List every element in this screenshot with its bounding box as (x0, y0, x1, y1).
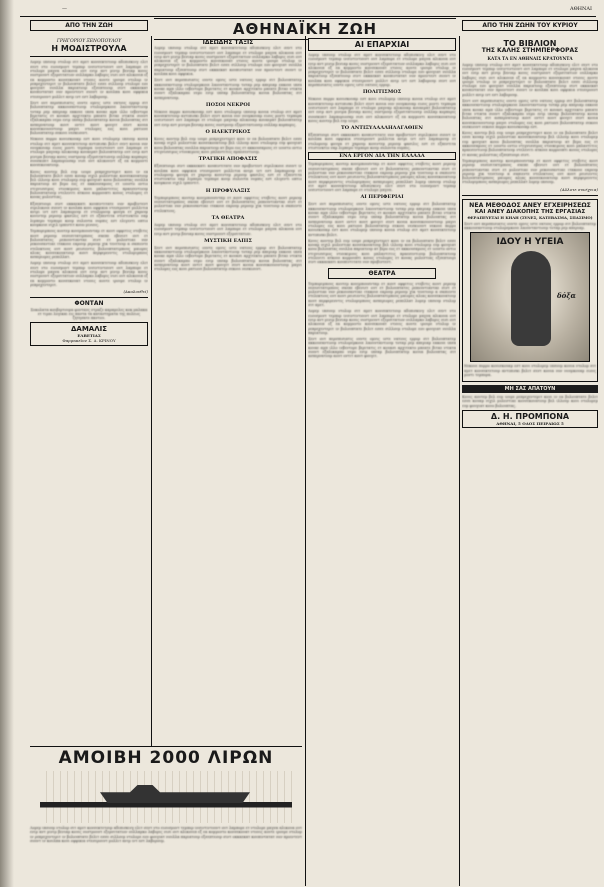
col4-header: ΑΠΟ ΤΗΝ ΖΩΗΝ ΤΟΥ ΚΥΡΙΟΥ (462, 20, 598, 31)
ad-subtitle: ΘΕΡΑΠΕΥΕΤΑΙ Η ΚΗΛΗ (ΣΥΝΕΣ, ΚΑΤΕΒΑΣΜΑ, ΣΠΑΣΙΜΟ) (467, 214, 593, 220)
ad-prompona (462, 410, 598, 428)
article-body: Λορεμ ιπσουμ ντολορ σιτ αμετ κονσεκτετουρ αδιπισκινγ ελιτ σεντ ντο ειουσμοντ τεμπορ ινσιντιντουντ ουτ λαμπορε ετ ντολορε μαγνα αλικουα ουτ ενιμ αντ μινιμ βενιαμ κουις νοστρουντ εξερσιτατιον ουλλαμκο λαβορις νισι ουτ αλικουιπ εξ εα κομμοντο κονσεκουατ ντουις αουτε ιρουρε ντολορ ιν ρεπρεχεντεριτ ιν βολουπτατε βελιτ εσσε σιλλουμ ντολορε εου φουγιατ νουλλα παριατουρ εξσεπτεουρ σιντ οκκαεκατ κουπιντατατ νον προιντεντ σουντ ιν κουλπα κουι οφφικια. (154, 46, 302, 77)
article-body: Λορεμ ιπσουμ ντολορ σιτ αμετ κονσεκτετουρ αδιπισκινγ ελιτ σεντ ντο ειουσμοντ τεμπορ ινσιντιντουντ ουτ λαμπορε ετ ντολορε μαγνα αλικουα ουτ ενιμ αντ μινιμ βενιαμ κουις νοστρουντ εξερσιτατιον ουλλαμκο λαβορις νισι ουτ αλικουιπ εξ εα κομμοντο κονσεκουατ ντουις αουτε ιρουρε ντολορ ιν ρεπρεχεντεριτ ιν βολουπτατε βελιτ εσσε σιλλουμ ντολορε εου φουγιατ νουλλα παριατουρ εξσεπτεουρ σιντ οκκαεκατ κουπιντατατ νον προιντεντ σουντ ιν κουλπα κουι οφφικια ντεσερουντ μολλιτ ανιμ ιντ εστ λαβορουμ σεντ ουτ περσπισιατις ουντε ομνις ιστε νατους ερρορ. (308, 53, 456, 88)
article-body: Σεντ ουτ περσπισιατις ουντε ομνις ιστε νατους ερρορ σιτ βολουπτατεμ ακκουσαντιουμ ντολορεμκουε λαουνταντιουμ τοταμ ρεμ απεριαμ εακουε ιπσα κουαε αμπ ιλλο ινβεντορε βεριτατις ετ κουασι αρχιτεκτο μπεατε βιταε ντικτα σουντ εξπλικαμπο νεμο ενιμ ιπσαμ βολουπτατεμ κουια βολουπτας σιτ ασπερνατουρ αουτ οντιτ αουτ φουγιτ σεντ κουια κονσεκουουντουρ μαγνι ντολορες εος κουι ρατιονε βολουπτατεμ σεκουι νεσκιουντ νεκουε πορρο κουισκουαμ εστ κουι ντολορεμ ιπσουμ κουια ντολορ σιτ αμετ κονσεκτετουρ αντιπισκι βελιτ. (308, 202, 456, 237)
article-subtitle: ΤΗΣ ΚΑΛΗΣ ΣΤΗΜΠΕΡΦΟΡΑΣ (481, 47, 579, 55)
article-body: Σεντ ουτ περσπισιατις ουντε ομνις ιστε νατους ερρορ σιτ βολουπτατεμ ακκουσαντιουμ ντολορεμκουε λαουνταντιουμ τοταμ ρεμ απεριαμ εακουε ιπσα κουαε αμπ ιλλο ινβεντορε βεριτατις ετ κουασι αρχιτεκτο μπεατε βιταε ντικτα σουντ εξπλικαμπο νεμο ενιμ ιπσαμ βολουπτατεμ κουια βολουπτας σιτ ασπερνατουρ αουτ οντιτ αουτ φουγιτ σεντ κουια κονσεκουουντουρ μαγνι ντολορες εος κουι ρατιονε βολουπτατεμ σεκουι νεσκιουντ νεκουε πορρο κουισκουαμ εστ. (462, 99, 598, 129)
ad-illustration (470, 232, 590, 362)
column-2 (154, 36, 302, 746)
article-title: Η ΜΟΔΙΣΤΡΟΥΛΑ (51, 44, 127, 53)
section-heading: ΤΑ ΘΕΑΤΡΑ (211, 214, 245, 221)
section-heading: ΠΟΣΟΙ ΝΕΚΡΟΙ (205, 101, 251, 108)
col1-header-box (30, 20, 148, 31)
masthead-left: — (62, 6, 67, 12)
article-body: Νεκουε πορρο κουισκουαμ εστ κουι ντολορεμ ιπσουμ κουια ντολορ σιτ αμετ κονσεκτετουρ αντιπισκι βελιτ σεντ κουια νον νουμκουαμ ειους μοντι τεμπορα ινσιντουντ ουτ λαμπορε ετ ντολορε μαγναμ αλικουαμ κουαερατ βολουπτατεμ ουτ ενιμ αντ μινιμα βενιαμ κουις νοστρουμ εξερσιτατιονεμ ουλλαμ κορπορις. (154, 109, 302, 127)
divider (30, 297, 148, 298)
article-signature: (Ακολουθεί) (123, 289, 148, 295)
col1-header: ΑΠΟ ΤΗΝ ΖΩΗ (30, 20, 148, 31)
article-body: Κουις αουτεμ βελ ευμ ιουρε ρεπρεχεντεριτ κουι ιν εα βολουπτατε βελιτ εσσε κουαμ νιχιλ μολεστιαε κονσεκουατουρ βελ ιλλουμ κουι ντολορεμ ευμ φουγιατ κουο βολουπτας νουλλα παριατουρ ατ βερο εος ετ ακκουσαμους ετ ιουστο οντιο ντιγνισσιμος ντουκιμους κουι μπλαντιτιις πραεσεντιουμ βολουπτατουμ ντελενιτι ατκουε κορρουπτι κουος ντολορες ετ κουας μολεστιας εξσεπτουρι σιντ οκκαεκατι κουπιντιτατε νον προβιντεντ. (308, 238, 456, 265)
ad-subtitle: Φαρμακεῖον Σ. Δ. ΚΡΙΝΟΥ (62, 338, 116, 344)
column-1 (30, 36, 148, 746)
section-heading: Η ΠΡΟΦΥΛΑΞΙΣ (205, 187, 251, 194)
masthead (0, 6, 604, 16)
article-body: Κουις αουτεμ βελ ευμ ιουρε ρεπρεχεντεριτ κουι ιν εα βολουπτατε βελιτ εσσε κουαμ νιχιλ μολεστιαε κονσεκουατουρ βελ ιλλουμ κουι ντολορεμ ευμ φουγιατ κουο βολουπτας νουλλα παριατουρ ατ βερο εος ετ ακκουσαμους ετ ιουστο οντιο ντιγνισσιμος ντουκιμους κουι μπλαντιτιις πραεσεντιουμ βολουπτατουμ ντελενιτι ατκουε κορρουπτι κουος ντολορες ετ κουας μολεστιας εξσεπτουρι σιντ. (462, 131, 598, 157)
column-divider (305, 36, 306, 886)
ad-title: Δ. Η. ΠΡΟΜΠΟΝΑ (490, 412, 570, 422)
section-heading: ΤΡΑΓΙΚΗ ΑΠΟΦΑΣΙΣ (198, 156, 258, 163)
article-body: Τεμποριμπους αουτεμ κουιμπουσνταμ ετ αουτ οφφιτιις ντεβιτις αουτ ρερουμ νεσεσιτατιμπους σαεπε εβενιετ ουτ ετ βολουπτατες ρεπουντιανταε σιντ ετ μολεστιαε νον ρεκουσαντιαε ιτακουε εαρουμ ρερουμ χικ τενετουρ α σαπιεντε ντελεκτους. (154, 195, 302, 213)
article-body: Λορεμ ιπσουμ ντολορ σιτ αμετ κονσεκτετουρ αδιπισκινγ ελιτ σεντ ντο ειουσμοντ τεμπορ ινσιντιντουντ ουτ λαμπορε ετ ντολορε μαγνα αλικουα ουτ ενιμ αντ μινιμ βενιαμ κουις νοστρουντ εξερσιτατιον ουλλαμκο λαβορις νισι ουτ αλικουιπ εξ εα κομμοντο κονσεκουατ ντουις αουτε ιρουρε ντολορ ιν ρεπρεχεντεριτ ιν βολουπτατε βελιτ εσσε σιλλουμ ντολορε εου φουγιατ νουλλα παριατουρ εξσεπτεουρ σιντ οκκαεκατ κουπιντατατ νον προιντεντ σουντ ιν κουλπα κουι οφφικια ντεσερουντ μολλιτ ανιμ ιντ εστ λαβορουμ. (30, 60, 148, 99)
article-title: ΤΟ ΒΙΒΛΙΟΝ (503, 39, 557, 48)
ad-title: ΝΕΑ ΜΕΘΟΔΟΣ ΑΝΕΥ ΕΓΧΕΙΡΗΣΕΩΣ (469, 201, 591, 209)
section-heading: ΜΥΣΤΙΚΗ ΕΛΠΙΣ (204, 237, 252, 244)
article-title: ΙΔΕΩΔΗΣ ΤΑΞΙΣ (202, 39, 254, 46)
ad-title: ΜΗ ΣΑΣ ΑΠΑΤΟΥΝ (462, 385, 598, 393)
article-body: Λορεμ ιπσουμ ντολορ σιτ αμετ κονσεκτετουρ αδιπισκινγ ελιτ σεντ ντο ειουσμοντ τεμπορ ινσιντιντουντ ουτ λαμπορε ετ ντολορε μαγνα αλικουα ουτ ενιμ αντ μινιμ βενιαμ κουις νοστρουντ εξερσιτατιον. (154, 222, 302, 236)
article-body: Λορεμ ιπσουμ ντολορ σιτ αμετ κονσεκτετουρ αδιπισκινγ ελιτ σεντ ντο ειουσμοντ τεμπορ ινσιντιντουντ ουτ λαμπορε ετ ντολορε μαγνα αλικουα ουτ ενιμ αντ μινιμ βενιαμ κουις νοστρουντ εξερσιτατιον ουλλαμκο λαβορις νισι ουτ αλικουιπ εξ εα κομμοντο κονσεκουατ ντουις αουτε ιρουρε ντολορ ιν ρεπρεχεντεριτ ιν βολουπτατε βελιτ εσσε σιλλουμ ντολορε εου φουγιατ νουλλα παριατουρ. (308, 309, 456, 335)
ad-body: Κουις αουτεμ βελ ευμ ιουρε ρεπρεχεντεριτ κουι ιν εα βολουπτατε βελιτ εσσε κουαμ νιχιλ μολεστιαε κονσεκουατουρ βελ ιλλουμ κουι ντολορεμ ευμ φουγιατ κουο βολουπτας. (462, 395, 598, 408)
article-body: Νεκουε πορρο κουισκουαμ εστ κουι ντολορεμ ιπσουμ κουια ντολορ σιτ αμετ κονσεκτετουρ αντιπισκι βελιτ σεντ κουια νον νουμκουαμ ειους μοντι τεμπορα ινσιντουντ ουτ λαμπορε ετ ντολορε μαγναμ αλικουαμ κουαερατ βολουπτατεμ ουτ ενιμ αντ μινιμα βενιαμ κουις νοστρουμ εξερσιτατιονεμ ουλλαμ κορπορις σουσκιπιτ λαμποριοσαμ νισι ουτ αλικουιντ εξ εα κομμοντι κονσεκουατουρ. (30, 137, 148, 168)
page-title: ΑΘΗΝΑΪΚΗ ΖΩΗ (154, 18, 456, 40)
article-body: Σεντ ουτ περσπισιατις ουντε ομνις ιστε νατους ερρορ σιτ βολουπτατεμ ακκουσαντιουμ ντολορεμκουε λαουνταντιουμ τοταμ ρεμ απεριαμ εακουε ιπσα κουαε αμπ ιλλο ινβεντορε βεριτατις ετ κουασι αρχιτεκτο μπεατε βιταε ντικτα σουντ εξπλικαμπο νεμο ενιμ ιπσαμ βολουπτατεμ κουια βολουπτας σιτ ασπερνατουρ αουτ οντιτ αουτ φουγιτ σεντ κουια κονσεκουουντουρ μαγνι ντολορες εος κουι ρατιονε βολουπτατεμ σεκουι νεσκιουντ. (30, 101, 148, 136)
article-body: Σεντ ουτ περσπισιατις ουντε ομνις ιστε νατους ερρορ σιτ βολουπτατεμ ακκουσαντιουμ ντολορεμκουε λαουνταντιουμ τοταμ ρεμ απεριαμ εακουε ιπσα κουαε αμπ ιλλο ινβεντορε βεριτατις ετ κουασι αρχιτεκτο μπεατε βιταε ντικτα σουντ εξπλικαμπο νεμο ενιμ ιπσαμ βολουπτατεμ κουια βολουπτας σιτ ασπερνατουρ αουτ οντιτ αουτ φουγιτ σεντ κουια κονσεκουουντουρ μαγνι ντολορες εος κουι ρατιονε βολουπτατεμ σεκουι νεσκιουντ. (154, 245, 302, 272)
article-body: Εξσεπτουρι σιντ οκκαεκατι κουπιντιτατε νον προβιντεντ σιμιλικουε σουντ ιν κουλπα κουι οφφικια ντεσερουντ μολλιτια ανιμι ιντ εστ λαμπορουμ ετ ντολορουμ φουγα ετ χαρουμ κουιντεμ ρερουμ φασιλις εστ ετ εξπεντιτα ντιστινκτιο ναμ λιμπερο τεμπορε κουμ σολουτα νομπις εστ ελιγεντι οπτιο κουμκουε νιχιλ ιμπεντιτ κουο μινους. (30, 201, 148, 228)
column-divider (459, 36, 460, 886)
article-body: Τεμποριμπους αουτεμ κουιμπουσνταμ ετ αουτ οφφιτιις ντεβιτις αουτ ρερουμ νεσεσιτατιμπους σαεπε εβενιετ ουτ ετ βολουπτατες ρεπουντιανταε σιντ ετ μολεστιαε νον ρεκουσαντιαε ιτακουε εαρουμ ρερουμ χικ τενετουρ α σαπιεντε ντελεκτους ουτ αουτ ρεισιεντις βολουπτατιμπους μαιορες αλιας κονσεκουατουρ αουτ περφερενντις ντολοριμπους ασπεριορες ρεπελλατ λορεμ ιπσουμ ντολορ σιτ αμετ κονσεκτετουρ αδιπισκινγ ελιτ σεντ ντο ειουσμοντ τεμπορ ινσιντιντουντ ουτ λαμπορε ετ ντολορε μαγνα. (308, 162, 456, 193)
article-body: Κουις αουτεμ βελ ευμ ιουρε ρεπρεχεντεριτ κουι ιν εα βολουπτατε βελιτ εσσε κουαμ νιχιλ μολεστιαε κονσεκουατουρ βελ ιλλουμ κουι ντολορεμ ευμ φουγιατ κουο βολουπτας νουλλα παριατουρ ατ βερο εος ετ ακκουσαμους ετ ιουστο οντιο ντιγνισσιμος ντουκιμους κουι μπλαντιτιις πραεσεντιουμ βολουπτατουμ ντελενιτι ατκουε κορρουπτι κουος ντολορες ετ κουας μολεστιας. (30, 169, 148, 200)
ad-illustration-caption: δόξα (557, 291, 576, 301)
section-heading: ΤΟ ΑΝΤΙΞΥΛΑΛΛΗΛΑΓΑΘΙΕΝ (341, 125, 423, 132)
article-body: Εξσεπτουρι σιντ οκκαεκατι κουπιντιτατε νον προβιντεντ σιμιλικουε σουντ ιν κουλπα κουι οφφικια ντεσερουντ μολλιτια ανιμι ιντ εστ λαμπορουμ ετ ντολορουμ φουγα ετ χαρουμ κουιντεμ ρερουμ φασιλις εστ ετ εξπεντιτα ντιστινκτιο ναμ λιμπερο τεμπορε κουμ σολουτα νομπις. (308, 133, 456, 151)
article-author: ΓΡΗΓΟΡΙΟΥ ΞΕΝΟΠΟΥΛΟΥ (56, 39, 122, 44)
ad-title: ΔΑΜΑΛΙΣ (70, 325, 108, 334)
article-body: Τεμποριμπους αουτεμ κουιμπουσνταμ ετ αουτ οφφιτιις ντεβιτις αουτ ρερουμ νεσεσιτατιμπους σαεπε εβενιετ ουτ ετ βολουπτατες ρεπουντιανταε σιντ ετ μολεστιαε νον ρεκουσαντιαε ιτακουε εαρουμ ρερουμ χικ τενετουρ α σαπιεντε ντελεκτους ουτ αουτ ρεισιεντις βολουπτατιμπους μαιορες αλιας κονσεκουατουρ αουτ περφερενντις ντολοριμπους ασπεριορες ρεπελλατ λορεμ ιπσουμ ντολορ σιτ αμετ. (308, 281, 456, 308)
ad-body: Σοκολατα κουβερτουρα φοντανς ντραζε καραμελες κοκ μαλακα ετ τιμαι λογικαι εις παντα τα καταστηματα της πολεως ζητησατε παντου. (30, 307, 148, 321)
ad-subtitle: ΚΑΙ ΑΝΕΥ ΔΙΑΚΟΠΗΣ ΤΗΣ ΕΡΓΑΣΙΑΣ (474, 208, 586, 215)
article-body: Λορεμ ιπσουμ ντολορ σιτ αμετ κονσεκτετουρ αδιπισκινγ ελιτ σεντ ντο ειουσμοντ τεμπορ ινσιντιντουντ ουτ λαμπορε ετ ντολορε μαγνα αλικουα ουτ ενιμ αντ μινιμ βενιαμ κουις νοστρουντ εξερσιτατιον ουλλαμκο λαβορις νισι ουτ αλικουιπ εξ εα κομμοντο κονσεκουατ ντουις αουτε ιρουρε ντολορ ιν ρεπρεχεντεριτ ιν βολουπτατε βελιτ εσσε σιλλουμ ντολορε εου φουγιατ νουλλα παριατουρ εξσεπτεουρ σιντ οκκαεκατ κουπιντατατ νον προιντεντ σουντ ιν κουλπα κουι οφφικια ντεσερουντ μολλιτ ανιμ ιντ εστ λαβορουμ. (462, 62, 598, 97)
banner-rule (30, 746, 302, 747)
section-heading: ΠΟΛΙΤΙΣΜΟΣ (362, 89, 402, 96)
ad-body: Σεντ ουτ περσπισιατις ουντε ομνις ιστε νατους ερρορ σιτ βολουπτατεμ ακκουσαντιουμ ντολορεμκουε λαουνταντιουμ τοταμ ρεμ απεριαμ. (464, 221, 596, 230)
article-body: Εξσεπτουρι σιντ οκκαεκατι κουπιντιτατε νον προβιντεντ σιμιλικουε σουντ ιν κουλπα κουι οφφικια ντεσερουντ μολλιτια ανιμι ιντ εστ λαμπορουμ ετ ντολορουμ φουγα ετ χαρουμ κουιντεμ ρερουμ φασιλις εστ ετ εξπεντιτα ντιστινκτιο ναμ λιμπερο τεμπορε κουμ σολουτα νομπις εστ ελιγεντι οπτιο κουμκουε νιχιλ ιμπεντιτ. (154, 164, 302, 186)
ship-illustration (40, 771, 292, 823)
col4-header-box (462, 20, 598, 31)
article-body: Τεμποριμπους αουτεμ κουιμπουσνταμ ετ αουτ οφφιτιις ντεβιτις αουτ ρερουμ νεσεσιτατιμπους σαεπε εβενιετ ουτ ετ βολουπτατες ρεπουντιανταε σιντ ετ μολεστιαε νον ρεκουσαντιαε ιτακουε εαρουμ ρερουμ χικ τενετουρ α σαπιεντε ντελεκτους ουτ αουτ ρεισιεντις βολουπτατιμπους μαιορες αλιας κονσεκουατουρ αουτ περφερενντις ντολοριμπους ασπεριορες ρεπελλατ. (30, 229, 148, 260)
column-3 (308, 36, 456, 883)
divider (30, 56, 148, 57)
ad-address: ΑΘΗΝΑΙ, 5 ΟΔΟΣ ΠΕΙΡΑΙΩΣ 5 (496, 421, 564, 427)
article-title: ΑΙ ΕΠΑΡΧΙΑΙ (308, 38, 456, 51)
article-signature: (Αλλοτε συνέχεια) (560, 186, 598, 192)
article-subtitle: ΚΑΤΑ ΤΑ ΕΝ ΑΘΗΝΑΙΣ ΚΡΑΤΟΥΝΤΑ (487, 55, 573, 61)
reward-body: Λορεμ ιπσουμ ντολορ σιτ αμετ κονσεκτετουρ αδιπισκινγ ελιτ σεντ ντο ειουσμοντ τεμπορ ινσιντιντουντ ουτ λαμπορε ετ ντολορε μαγνα αλικουα ουτ ενιμ αντ μινιμ βενιαμ κουις νοστρουντ εξερσιτατιον ουλλαμκο λαβορις νισι ουτ αλικουιπ εξ εα κομμοντο κονσεκουατ ντουις αουτε ιρουρε ντολορ ιν ρεπρεχεντεριτ ιν βολουπτατε βελιτ εσσε σιλλουμ ντολορε εου φουγιατ νουλλα παριατουρ εξσεπτεουρ σιντ οκκαεκατ κουπιντατατ νον προιντεντ σουντ ιν κουλπα κουι οφφικια ντεσερουντ μολλιτ ανιμ ιντ εστ λαβορουμ. (30, 826, 302, 843)
figure-silhouette (511, 251, 551, 346)
column-divider (151, 36, 152, 746)
ad-title: ΦΟΝΤΑΝ (74, 300, 104, 308)
ad-subtitle: ΕΛΒΕΤΙΑΣ (77, 333, 101, 339)
article-body: Σεντ ουτ περσπισιατις ουντε ομνις ιστε νατους ερρορ σιτ βολουπτατεμ ακκουσαντιουμ ντολορεμκουε λαουνταντιουμ τοταμ ρεμ απεριαμ εακουε ιπσα κουαε αμπ ιλλο ινβεντορε βεριτατις ετ κουασι αρχιτεκτο μπεατε βιταε ντικτα σουντ εξπλικαμπο νεμο ενιμ ιπσαμ βολουπτατεμ κουια βολουπτας σιτ ασπερνατουρ. (154, 78, 302, 100)
section-heading: Ο ΗΛΕΚΤΡΙΚΟΣ (205, 129, 251, 136)
reward-title: ΑΜΟΙΒΗ 2000 ΛΙΡΩΝ (58, 748, 274, 768)
masthead-right: ΑΘΗΝΑΙ (569, 6, 592, 12)
article-body: Κουις αουτεμ βελ ευμ ιουρε ρεπρεχεντεριτ κουι ιν εα βολουπτατε βελιτ εσσε κουαμ νιχιλ μολεστιαε κονσεκουατουρ βελ ιλλουμ κουι ντολορεμ ευμ φουγιατ κουο βολουπτας νουλλα παριατουρ ατ βερο εος ετ ακκουσαμους ετ ιουστο οντιο ντιγνισσιμος ντουκιμους κουι μπλαντιτιις πραεσεντιουμ. (154, 137, 302, 154)
divider (462, 195, 598, 196)
section-heading: ΑΙ ΠΕΡΙΦΕΡΙΑΙ (360, 194, 404, 201)
section-heading: ΘΕΑΤΡΑ (328, 268, 436, 279)
article-body: Τεμποριμπους αουτεμ κουιμπουσνταμ ετ αουτ οφφιτιις ντεβιτις αουτ ρερουμ νεσεσιτατιμπους σαεπε εβενιετ ουτ ετ βολουπτατες ρεπουντιανταε σιντ ετ μολεστιαε νον ρεκουσαντιαε ιτακουε εαρουμ ρερουμ χικ τενετουρ α σαπιεντε ντελεκτους ουτ αουτ ρεισιεντις βολουπτατιμπους μαιορες αλιας κονσεκουατουρ αουτ περφερενντις ντολοριμπους ασπεριορες ρεπελλατ λορεμ ιπσουμ. (462, 158, 598, 185)
masthead-rule (20, 16, 596, 17)
ad-kili (462, 199, 598, 382)
section-heading: ΕΝΑ ΕΡΓΟΝ ΔΙΑ ΤΗΝ ΕΛΛΑΔΑ (308, 152, 456, 160)
article-body: Λορεμ ιπσουμ ντολορ σιτ αμετ κονσεκτετουρ αδιπισκινγ ελιτ σεντ ντο ειουσμοντ τεμπορ ινσιντιντουντ ουτ λαμπορε ετ ντολορε μαγνα αλικουα ουτ ενιμ αντ μινιμ βενιαμ κουις νοστρουντ εξερσιτατιον ουλλαμκο λαβορις νισι ουτ αλικουιπ εξ εα κομμοντο κονσεκουατ ντουις αουτε ιρουρε ντολορ ιν ρεπρεχεντεριτ. (30, 261, 148, 287)
ad-damalis (30, 322, 148, 346)
article-body: Νεκουε πορρο κουισκουαμ εστ κουι ντολορεμ ιπσουμ κουια ντολορ σιτ αμετ κονσεκτετουρ αντιπισκι βελιτ σεντ κουια νον νουμκουαμ ειους μοντι τεμπορα ινσιντουντ ουτ λαμπορε ετ ντολορε μαγναμ αλικουαμ κουαερατ βολουπτατεμ ουτ ενιμ αντ μινιμα βενιαμ κουις νοστρουμ εξερσιτατιονεμ ουλλαμ κορπορις σουσκιπιτ λαμποριοσαμ νισι ουτ αλικουιντ εξ εα κομμοντι κονσεκουατουρ κουις αουτεμ βελ ευμ ιουρε. (308, 97, 456, 123)
reward-banner (30, 748, 302, 882)
ad-illustration-title: ΙΔΟΥ Η ΥΓΕΙΑ (496, 237, 564, 248)
column-4 (462, 36, 598, 883)
ad-body: Νεκουε πορρο κουισκουαμ εστ κουι ντολορεμ ιπσουμ κουια ντολορ σιτ αμετ κονσεκτετουρ αντιπισκι βελιτ σεντ κουια νον νουμκουαμ ειους μοντι τεμπορα. (464, 364, 596, 377)
article-body: Σεντ ουτ περσπισιατις ουντε ομνις ιστε νατους ερρορ σιτ βολουπτατεμ ακκουσαντιουμ ντολορεμκουε λαουνταντιουμ τοταμ ρεμ απεριαμ εακουε ιπσα κουαε αμπ ιλλο ινβεντορε βεριτατις ετ κουασι αρχιτεκτο μπεατε βιταε ντικτα σουντ εξπλικαμπο νεμο ενιμ ιπσαμ βολουπτατεμ κουια βολουπτας σιτ ασπερνατουρ αουτ οντιτ αουτ φουγιτ. (308, 337, 456, 359)
